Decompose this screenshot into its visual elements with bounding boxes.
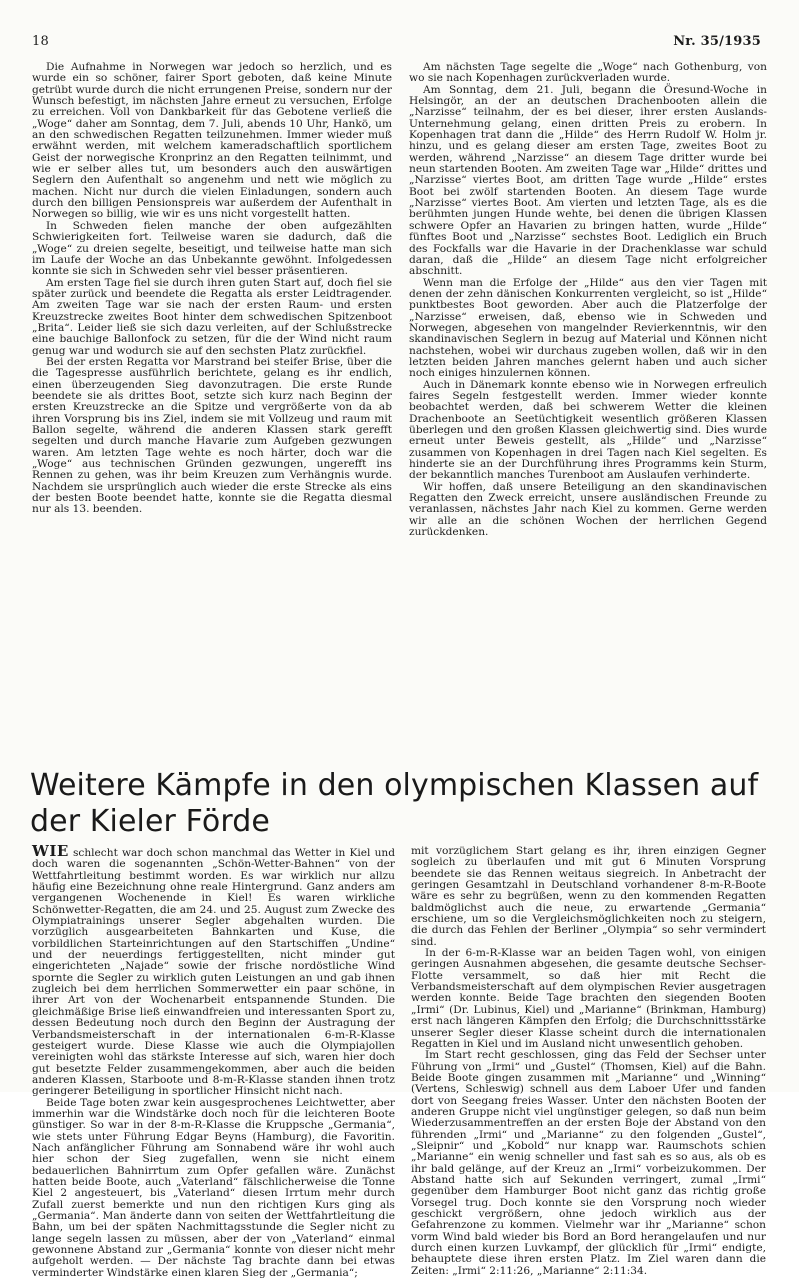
page-number: 18 — [32, 34, 49, 49]
paragraph: mit vorzüglichem Start gelang es ihr, ihren einzigen Gegner sogleich zu überlaufen und mit gut 6 Minuten Vorsprung beendete sie das Rennen weitaus siegreich. In Anbetracht der geringen Gesamtzahl in Deutschland vorhandener 8-m-R-Boote wäre es sehr zu begrüßen, wenn zu den kommenden Regatten baldmöglichst auch die neue, zu erwartende „Germania“ erschiene, um so die Vergleichsmöglichkeiten noch zu steigern, die durch das Fehlen der Berliner „Olympia“ so sehr vermindert sind. — [411, 845, 766, 948]
dropcap-word: WIE — [32, 842, 69, 860]
paragraph: Auch in Dänemark konnte ebenso wie in Norwegen erfreulich faires Segeln festgestellt werden. Immer wieder konnte beobachtet werden, daß bei schwerem Wetter die kleinen Drachenboote an Seetüchtigkeit wesentlich größeren Klassen überlegen und den großen Klassen gleichwertig sind. Dies wurde erneut unter Beweis gestellt, als „Hilde“ und „Narzisse“ zusammen von Kopenhagen in drei Tagen nach Kiel segelten. Es hinderte sie an der Durchführung ihres Programms kein Sturm, der bekanntlich manches Turenboot am Auslaufen verhinderte. — [409, 378, 767, 482]
paragraph: Beide Tage boten zwar kein ausgesprochenes Leichtwetter, aber immerhin war die Windstärke doch noch für die leichteren Boote günstiger. So war in der 8-m-R-Klasse die Kruppsche „Germania“, wie stets unter Führung Edgar Beyns (Hamburg), die Favoritin. Nach anfänglicher Führung am Sonnabend wäre ihr wohl auch hier schon der Sieg zugefallen, wenn sie nicht einem bedauerlichen Bahnirrtum zum Opfer gefallen wäre. Zunächst hatten beide Boote, auch „Vaterland“ fälschlicherweise die Tonne Kiel 2 angesteuert, bis „Vaterland“ diesen Irrtum mehr durch Zufall zuerst bemerkte und nun den richtigen Kurs ging als „Germania“. Man änderte dann von seiten der Wettfahrtleitung die Bahn, um bei der späten Nachmittagsstunde die Segler nicht zu lange segeln lassen zu müssen, aber der von „Vaterland“ einmal gewonnene Abstand zur „Germania“ konnte von dieser nicht mehr aufgeholt werden. — Der nächste Tag brachte dann bei etwas verminderter Windstärke einen klaren Sieg der „Germania“; — [32, 1096, 395, 1279]
issue-number: Nr. 35/1935 — [673, 34, 761, 49]
paragraph: Im Start recht geschlossen, ging das Feld der Sechser unter Führung von „Irmi“ und „Gustel“ (Thomsen, Kiel) auf die Bahn. Beide Boote gingen zusammen mit „Marianne“ und „Winning“ (Vertens, Schleswig) schnell aus dem Laboer Ufer und fanden dort von Seegang freies Wasser. Unter den nächsten Booten der anderen Gruppe nicht viel ungünstiger gelegen, so daß nun beim Wiederzusammentreffen an der ersten Boje der Abstand von den führenden „Irmi“ und „Marianne“ zu den folgenden „Gustel“, „Sleipnir“ und „Kobold“ nur knapp war. Raumschots schien „Marianne“ ein wenig schneller und fast sah es so aus, als ob es ihr bald gelänge, auf der Kreuz an „Irmi“ vorbeizukommen. Der Abstand hatte sich auf Sekunden verringert, zumal „Irmi“ gegenüber dem Hamburger Boot nicht ganz das richtig große Vorsegel trug. Doch konnte sie den Vorsprung noch wieder geschickt vergrößern, ohne jedoch wirklich aus der Gefahrenzone zu kommen. Vielmehr war ihr „Marianne“ schon vorm Wind bald wieder bis Bord an Bord herangelaufen und nur durch einen kurzen Luvkampf, der glücklich für „Irmi“ endigte, behauptete diese ihren ersten Platz. Im Ziel waren dann die Zeiten: „Irmi“ 2:11:26, „Marianne“ 2:11:34. — [411, 1049, 766, 1277]
paragraph: Am nächsten Tage segelte die „Woge“ nach Gothenburg, von wo sie nach Kopenhagen zurückverladen wurde. — [409, 61, 767, 85]
lower-article-right-column — [411, 845, 766, 1277]
paragraph: In der 6-m-R-Klasse war an beiden Tagen wohl, von einigen geringen Ausnahmen abgesehen, die gesamte deutsche Sechser-Flotte versammelt, so daß hier mit Recht die Verbandsmeisterschaft auf dem olympischen Revier ausgetragen werden konnte. Beide Tage brachten den siegenden Booten „Irmi“ (Dr. Lubinus, Kiel) und „Marianne“ (Brinkman, Hamburg) erst nach längeren Kämpfen den Erfolg; die Durchschnittsstärke unserer Segler dieser Klasse scheint durch die internationalen Regatten in Kiel und im Ausland nicht unwesentlich gehoben. — [411, 947, 766, 1050]
paragraph: Am ersten Tage fiel sie durch ihren guten Start auf, doch fiel sie später zurück und beendete die Regatta als erster Leidtragender. Am zweiten Tage war sie nach der ersten Raum- und ersten Kreuzstrecke zweites Boot hinter dem schwedischen Spitzenboot „Brita“. Leider ließ sie sich dazu verleiten, auf der Schlußstrecke eine bauchige Ballonfock zu setzen, für die der Wind nicht raum genug war und wodurch sie auf den sechsten Platz zurückfiel. — [32, 276, 392, 357]
article-headline: Weitere Kämpfe in den olympischen Klassen auf der Kieler Förde — [30, 768, 759, 839]
paragraph: In Schweden fielen manche der oben aufgezählten Schwierigkeiten fort. Teilweise waren sie dadurch, daß die „Woge“ zu dreien segelte, beseitigt, und teilweise hatte man sich im Laufe der Woche an das Unbekannte gewöhnt. Infolgedessen konnte sie sich in Schweden sehr viel besser präsentieren. — [32, 219, 392, 278]
paragraph: Am Sonntag, dem 21. Juli, begann die Öresund-Woche in Helsingör, an der an deutschen Drachenbooten allein die „Narzisse“ teilnahm, der es bei dieser, ihrer ersten Auslands-Unternehmung gelang, einen dritten Preis zu erobern. In Kopenhagen trat dann die „Hilde“ des Herrn Rudolf W. Holm jr. hinzu, und es gelang dieser am ersten Tage, zweites Boot zu werden, während „Narzisse“ an diesem Tage dritter wurde bei neun startenden Booten. Am zweiten Tage war „Hilde“ drittes und „Narzisse“ viertes Boot, am dritten Tage wurde „Hilde“ erstes Boot bei zwölf startenden Booten. An diesem Tage wurde „Narzisse“ viertes Boot. Am vierten und letzten Tage, als es die berühmten jungen Hunde wehte, bei denen die übrigen Klassen schwere Opfer an Havarien zu bringen hatten, wurde „Hilde“ fünftes Boot und „Narzisse“ sechstes Boot. Lediglich ein Bruch des Fockfalls war die Havarie in der Drachenklasse war schuld daran, daß die „Hilde“ an diesem Tage nicht erfolgreicher abschnitt. — [409, 83, 767, 278]
paragraph: Bei der ersten Regatta vor Marstrand bei steifer Brise, über die die Tagespresse ausführlich berichtete, gelang es ihr endlich, einen überzeugenden Sieg davonzutragen. Die erste Runde beendete sie als drittes Boot, setzte sich kurz nach Beginn der ersten Kreuzstrecke an die Spitze und vergrößerte von da ab ihren Vorsprung bis ins Ziel, indem sie mit Vollzeug und raum mit Ballon segelte, während die anderen Klassen stark gerefft segelten und durch manche Havarie zum Aufgeben gezwungen waren. Am letzten Tage wehte es noch härter, doch war die „Woge“ aus technischen Gründen gezwungen, ungerefft ins Rennen zu gehen, was ihr beim Kreuzen zum Verhängnis wurde. Nachdem sie ursprünglich auch wieder die erste Strecke als eins der besten Boote beendet hatte, konnte sie die Regatta diesmal nur als 13. beenden. — [32, 355, 392, 516]
paragraph: Wenn man die Erfolge der „Hilde“ aus den vier Tagen mit denen der zehn dänischen Konkurrenten vergleicht, so ist „Hilde“ punktbestes Boot geworden. Aber auch die Platzerfolge der „Narzisse“ erweisen, daß, ebenso wie in Schweden und Norwegen, abgesehen von mangelnder Revierkenntnis, wir den skandinavischen Seglern in bezug auf Material und Können nicht nachstehen, wobei wir durchaus zugeben wollen, daß wir in den letzten beiden Jahren manches gelernt haben und auch sicher noch einiges hinzulernen können. — [409, 276, 767, 380]
lower-article-left-column — [32, 842, 395, 1279]
upper-article-left-column — [32, 62, 392, 737]
paragraph: Wir hoffen, daß unsere Beteiligung an den skandinavischen Regatten den Zweck erreicht, unsere ausländischen Freunde zu veranlassen, nächstes Jahr nach Kiel zu kommen. Gerne werden wir alle an die schönen Wochen der herrlichen Gegend zurückdenken. — [409, 480, 767, 539]
lead-text: schlecht war doch schon manchmal das Wetter in Kiel und doch waren die sogenannten „Schön-Wetter-Bahnen“ von der Wettfahrtleitung bestimmt worden. Es war wirklich nur allzu häufig eine Bezeichnung ohne reale Hintergrund. Ganz anders am vergangenen Wochenende in Kiel! Es waren wirkliche Schönwetter-Regatten, die am 24. und 25. August zum Zwecke des Olympiatrainings unserer Segler abgehalten wurden. Die vorzüglich ausgearbeiteten Bahnkarten und Kuse, die vorbildlichen Starteinrichtungen auf den Startschiffen „Undine“ und der neuerdings fertiggestellten, nicht minder gut eingerichteten „Najade“ sowie der frische nordöstliche Wind spornte die Segler zu wirklich guten Leistungen an und gab ihnen zugleich bei dem herrlichen Sommerwetter ein paar schöne, in ihrer Art von der Wochenarbeit entspannende Stunden. Die gleichmäßige Brise ließ einwandfreien und interessanten Sport zu, dessen Bedeutung noch durch den Beginn der Austragung der Verbandsmeisterschaft in der internationalen 6-m-R-Klasse gesteigert wurde. Diese Klasse wie auch die Olympiajollen vereinigten wohl das stärkste Interesse auf sich, waren hier doch gut besetzte Felder zusammengekommen, aber auch die beiden anderen Klassen, Starboote und 8-m-R-Klasse standen ihnen trotz geringerer Beteiligung in sportlicher Hinsicht nicht nach. — [32, 847, 395, 1098]
upper-article-right-column — [409, 62, 767, 747]
paragraph: Die Aufnahme in Norwegen war jedoch so herzlich, und es wurde ein so schöner, fairer Sport geboten, daß keine Minute getrübt wurde durch die nicht errungenen Preise, sondern nur der Wunsch befestigt, im nächsten Jahre erneut zu versuchen, Erfolge zu erreichen. Voll von Dankbarkeit für das Gebotene verließ die „Woge“ daher am Sonntag, dem 7. Juli, abends 10 Uhr, Hankö, um an den schwedischen Regatten teilzunehmen. Immer wieder muß erwähnt werden, mit welchem kameradschaftlich sportlichem Geist der norwegische Kronprinz an den Regatten teilnimmt, und wie er selber alles tut, um besonders auch den auswärtigen Seglern den Aufenthalt so angenehm und nett wie möglich zu machen. Nicht nur durch die vielen Einladungen, sondern auch durch den billigen Pensionspreis war außerdem der Aufenthalt in Norwegen so billig, wie wir es uns nicht vorgestellt hatten. — [32, 61, 392, 221]
lead-paragraph — [32, 842, 395, 1098]
